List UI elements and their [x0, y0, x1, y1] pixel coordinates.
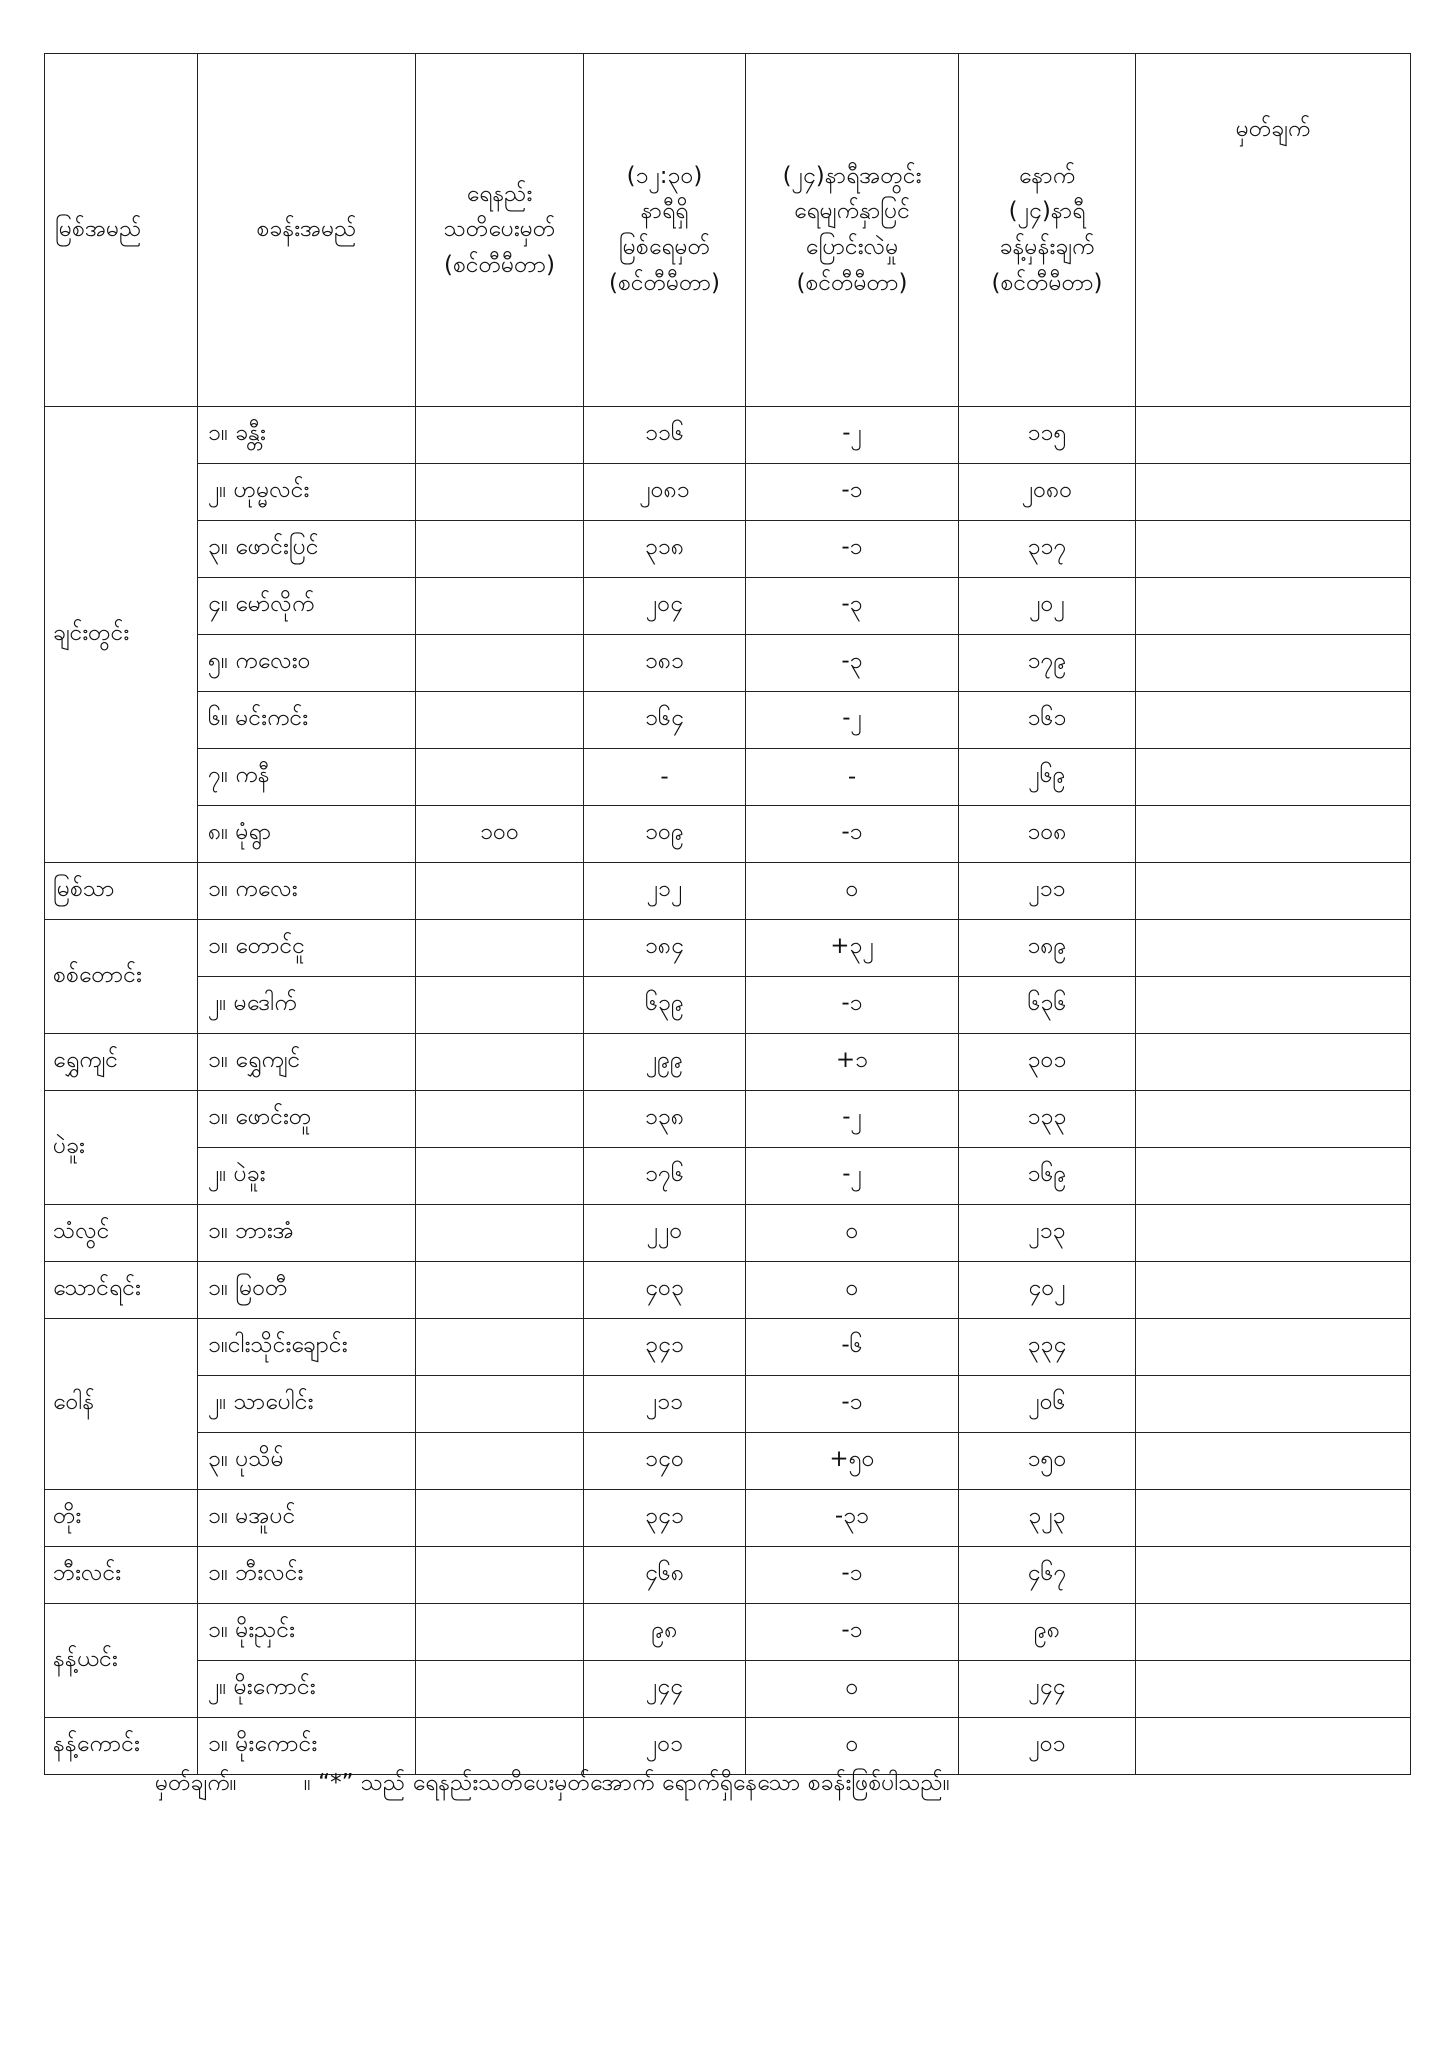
forecast-cell: ၂၁၃ [959, 1205, 1136, 1262]
change-cell: -၃၁ [746, 1490, 959, 1547]
forecast-cell: ၂၁၁ [959, 863, 1136, 920]
forecast-cell: ၁၆၉ [959, 1148, 1136, 1205]
observed-level-cell: ၁၇၆ [584, 1148, 746, 1205]
table-row [45, 635, 1411, 692]
danger-level-cell [416, 1091, 584, 1148]
remark-cell [1136, 1319, 1411, 1376]
danger-level-cell [416, 578, 584, 635]
change-cell: ၀ [746, 1262, 959, 1319]
remark-cell [1136, 863, 1411, 920]
table-row [45, 1490, 1411, 1547]
change-cell: -၁ [746, 1604, 959, 1661]
river-cell: ရွှေကျင် [45, 1034, 198, 1091]
station-cell: ၁။ ခန္တီး [198, 407, 416, 464]
table-row [45, 920, 1411, 977]
table-row [45, 749, 1411, 806]
table-row [45, 1433, 1411, 1490]
header-line: (စင်တီမီတာ) [991, 269, 1103, 296]
header-line: (စင်တီမီတာ) [796, 269, 908, 296]
observed-level-cell: ၁၄၀ [584, 1433, 746, 1490]
observed-level-cell: ၂၁၁ [584, 1376, 746, 1433]
danger-level-cell [416, 1034, 584, 1091]
remark-cell [1136, 692, 1411, 749]
change-cell: ၀ [746, 1205, 959, 1262]
table-row [45, 1718, 1411, 1775]
station-cell: ၁။ ဖောင်းတူ [198, 1091, 416, 1148]
station-cell: ၃။ ပုသိမ် [198, 1433, 416, 1490]
station-cell: ၁။ ဘီးလင်း [198, 1547, 416, 1604]
river-cell: ချင်းတွင်း [45, 407, 198, 863]
station-cell: ၁။ ရွှေကျင် [198, 1034, 416, 1091]
header-line: (စင်တီမီတာ) [608, 269, 721, 296]
change-cell: +၃၂ [746, 920, 959, 977]
remark-cell [1136, 1718, 1411, 1775]
header-station: စခန်းအမည် [198, 54, 416, 407]
change-cell: -၃ [746, 635, 959, 692]
forecast-cell: ၃၀၁ [959, 1034, 1136, 1091]
river-cell: သောင်ရင်း [45, 1262, 198, 1319]
footnote-label: မှတ်ချက်။ [155, 1770, 237, 1796]
table-row [45, 1319, 1411, 1376]
header-forecast [959, 54, 1136, 407]
station-cell: ၃။ ဖောင်းပြင် [198, 521, 416, 578]
table-row [45, 1661, 1411, 1718]
forecast-cell: ၃၂၃ [959, 1490, 1136, 1547]
footnote-text: ။ “*” သည် ရေနည်းသတိပေးမှတ်အောက် ရောက်ရှိနေသော စခန်းဖြစ်ပါသည်။ [303, 1770, 950, 1796]
station-cell: ၁။ မအူပင် [198, 1490, 416, 1547]
forecast-cell: ၂၀၂ [959, 578, 1136, 635]
header-line: ရေနည်း [466, 180, 533, 207]
observed-level-cell: ၂၁၂ [584, 863, 746, 920]
remark-cell [1136, 1490, 1411, 1547]
table-row [45, 407, 1411, 464]
change-cell: -၆ [746, 1319, 959, 1376]
forecast-cell: ၂၀၈၀ [959, 464, 1136, 521]
remark-cell [1136, 920, 1411, 977]
danger-level-cell [416, 749, 584, 806]
danger-level-cell [416, 407, 584, 464]
station-cell: ၂။ မဒေါက် [198, 977, 416, 1034]
change-cell: -၁ [746, 806, 959, 863]
change-cell: -၂ [746, 407, 959, 464]
change-cell: -၃ [746, 578, 959, 635]
table-row [45, 578, 1411, 635]
river-cell: မြစ်သာ [45, 863, 198, 920]
river-cell: နန့်ကောင်း [45, 1718, 198, 1775]
remark-cell [1136, 521, 1411, 578]
header-remark: မှတ်ချက် [1136, 54, 1411, 407]
header-river: မြစ်အမည် [45, 54, 198, 407]
forecast-cell: ၄၆၇ [959, 1547, 1136, 1604]
station-cell: ၁။ငါးသိုင်းချောင်း [198, 1319, 416, 1376]
change-cell: ၀ [746, 863, 959, 920]
table-row [45, 1091, 1411, 1148]
danger-level-cell [416, 464, 584, 521]
observed-level-cell: ၂၄၄ [584, 1661, 746, 1718]
remark-cell [1136, 1376, 1411, 1433]
remark-cell [1136, 1205, 1411, 1262]
header-line: (၂၄)နာရီအတွင်း [782, 162, 922, 189]
river-cell: ပဲခူး [45, 1091, 198, 1205]
header-observed-level [584, 54, 746, 407]
station-cell: ၂။ မိုးကောင်း [198, 1661, 416, 1718]
danger-level-cell [416, 692, 584, 749]
change-cell: -၂ [746, 692, 959, 749]
change-cell: +၁ [746, 1034, 959, 1091]
danger-level-cell [416, 920, 584, 977]
danger-level-cell [416, 1376, 584, 1433]
river-cell: သံလွင် [45, 1205, 198, 1262]
observed-level-cell: ၂၀၈၁ [584, 464, 746, 521]
station-cell: ၁။ ကလေး [198, 863, 416, 920]
change-cell: -၁ [746, 464, 959, 521]
forecast-cell: ၂၄၄ [959, 1661, 1136, 1718]
station-cell: ၇။ ကနီ [198, 749, 416, 806]
danger-level-cell [416, 1490, 584, 1547]
station-cell: ၁။ မြဝတီ [198, 1262, 416, 1319]
forecast-cell: ၃၃၄ [959, 1319, 1136, 1376]
header-line: နောက် [1018, 162, 1076, 189]
forecast-cell: ၂၀၁ [959, 1718, 1136, 1775]
remark-cell [1136, 1034, 1411, 1091]
remark-cell [1136, 1262, 1411, 1319]
header-line: (၂၄)နာရီ [1008, 198, 1086, 225]
table-body [45, 407, 1411, 1775]
header-line: ခန့်မှန်းချက် [999, 234, 1095, 260]
forecast-cell: ၃၁၇ [959, 521, 1136, 578]
table-row [45, 1547, 1411, 1604]
change-cell: -၁ [746, 1547, 959, 1604]
station-cell: ၂။ ဟုမ္မလင်း [198, 464, 416, 521]
station-cell: ၅။ ကလေးဝ [198, 635, 416, 692]
river-cell: ဘီးလင်း [45, 1547, 198, 1604]
forecast-cell: ၁၆၁ [959, 692, 1136, 749]
observed-level-cell: ၄၀၃ [584, 1262, 746, 1319]
danger-level-cell [416, 863, 584, 920]
remark-cell [1136, 635, 1411, 692]
observed-level-cell: ၃၁၈ [584, 521, 746, 578]
forecast-cell: ၁၃၃ [959, 1091, 1136, 1148]
table-row [45, 464, 1411, 521]
table-row [45, 1376, 1411, 1433]
change-cell: - [746, 749, 959, 806]
header-danger-level [416, 54, 584, 407]
table-row [45, 1148, 1411, 1205]
observed-level-cell: ၄၆၈ [584, 1547, 746, 1604]
forecast-cell: ၄၀၂ [959, 1262, 1136, 1319]
danger-level-cell [416, 977, 584, 1034]
observed-level-cell: ၂၀၁ [584, 1718, 746, 1775]
danger-level-cell [416, 1433, 584, 1490]
change-cell: -၂ [746, 1148, 959, 1205]
header-row [45, 54, 1411, 407]
observed-level-cell: ၁၁၆ [584, 407, 746, 464]
station-cell: ၂။ သာပေါင်း [198, 1376, 416, 1433]
forecast-cell: ၆၃၆ [959, 977, 1136, 1034]
station-cell: ၁။ မိုးညှင်း [198, 1604, 416, 1661]
forecast-cell: ၁၁၅ [959, 407, 1136, 464]
header-line: ပြောင်းလဲမှု [805, 234, 899, 260]
observed-level-cell: ၁၆၄ [584, 692, 746, 749]
danger-level-cell [416, 1661, 584, 1718]
station-cell: ၁။ တောင်ငူ [198, 920, 416, 977]
station-cell: ၆။ မင်းကင်း [198, 692, 416, 749]
observed-level-cell: ၂၀၄ [584, 578, 746, 635]
table-row [45, 1034, 1411, 1091]
observed-level-cell: ၁၈၄ [584, 920, 746, 977]
header-line: (၁၂:၃၀) [626, 162, 703, 189]
observed-level-cell: ၁၈၁ [584, 635, 746, 692]
table-row [45, 806, 1411, 863]
header-line: သတိပေးမှတ် [443, 216, 556, 243]
remark-cell [1136, 1091, 1411, 1148]
change-cell: ၀ [746, 1661, 959, 1718]
remark-cell [1136, 1433, 1411, 1490]
danger-level-cell [416, 1718, 584, 1775]
table-row [45, 977, 1411, 1034]
footnote [155, 1768, 950, 1802]
forecast-cell: ၁၅၀ [959, 1433, 1136, 1490]
remark-cell [1136, 407, 1411, 464]
danger-level-cell [416, 1205, 584, 1262]
table-row [45, 1604, 1411, 1661]
table-row [45, 1205, 1411, 1262]
observed-level-cell: - [584, 749, 746, 806]
observed-level-cell: ၂၂၀ [584, 1205, 746, 1262]
table-row [45, 692, 1411, 749]
header-line: ရေမျက်နှာပြင် [793, 198, 911, 225]
remark-cell [1136, 464, 1411, 521]
station-cell: ၁။ ဘားအံ [198, 1205, 416, 1262]
remark-cell [1136, 1547, 1411, 1604]
observed-level-cell: ၃၄၁ [584, 1319, 746, 1376]
river-cell: ဝေါန် [45, 1319, 198, 1490]
river-cell: နန့်ယင်း [45, 1604, 198, 1718]
table-row [45, 521, 1411, 578]
danger-level-cell [416, 1148, 584, 1205]
table-row [45, 1262, 1411, 1319]
station-cell: ၁။ မိုးကောင်း [198, 1718, 416, 1775]
observed-level-cell: ၃၄၁ [584, 1490, 746, 1547]
remark-cell [1136, 1148, 1411, 1205]
observed-level-cell: ၉၈ [584, 1604, 746, 1661]
table-row [45, 863, 1411, 920]
station-cell: ၄။ မော်လိုက် [198, 578, 416, 635]
forecast-cell: ၂၀၆ [959, 1376, 1136, 1433]
remark-cell [1136, 749, 1411, 806]
observed-level-cell: ၆၃၉ [584, 977, 746, 1034]
observed-level-cell: ၂၉၉ [584, 1034, 746, 1091]
change-cell: +၅၀ [746, 1433, 959, 1490]
station-cell: ၈။ မုံရွာ [198, 806, 416, 863]
danger-level-cell [416, 521, 584, 578]
forecast-cell: ၁၈၉ [959, 920, 1136, 977]
observed-level-cell: ၁၃၈ [584, 1091, 746, 1148]
remark-cell [1136, 578, 1411, 635]
change-cell: -၁ [746, 521, 959, 578]
change-cell: -၁ [746, 977, 959, 1034]
remark-cell [1136, 977, 1411, 1034]
remark-cell [1136, 1604, 1411, 1661]
water-level-table [44, 53, 1411, 1775]
change-cell: -၁ [746, 1376, 959, 1433]
header-24h-change [746, 54, 959, 407]
forecast-cell: ၉၈ [959, 1604, 1136, 1661]
river-cell: တိုး [45, 1490, 198, 1547]
danger-level-cell [416, 1262, 584, 1319]
station-cell: ၂။ ပဲခူး [198, 1148, 416, 1205]
remark-cell [1136, 806, 1411, 863]
forecast-cell: ၁၀၈ [959, 806, 1136, 863]
danger-level-cell [416, 1547, 584, 1604]
danger-level-cell [416, 1604, 584, 1661]
header-line: နာရီရှိ [640, 198, 689, 225]
danger-level-cell [416, 1319, 584, 1376]
river-cell: စစ်တောင်း [45, 920, 198, 1034]
change-cell: -၂ [746, 1091, 959, 1148]
forecast-cell: ၁၇၉ [959, 635, 1136, 692]
change-cell: ၀ [746, 1718, 959, 1775]
header-line: (စင်တီမီတာ) [443, 251, 556, 278]
forecast-cell: ၂၆၉ [959, 749, 1136, 806]
danger-level-cell [416, 635, 584, 692]
remark-cell [1136, 1661, 1411, 1718]
header-line: မြစ်ရေမှတ် [618, 234, 711, 260]
observed-level-cell: ၁၀၉ [584, 806, 746, 863]
danger-level-cell: ၁၀၀ [416, 806, 584, 863]
